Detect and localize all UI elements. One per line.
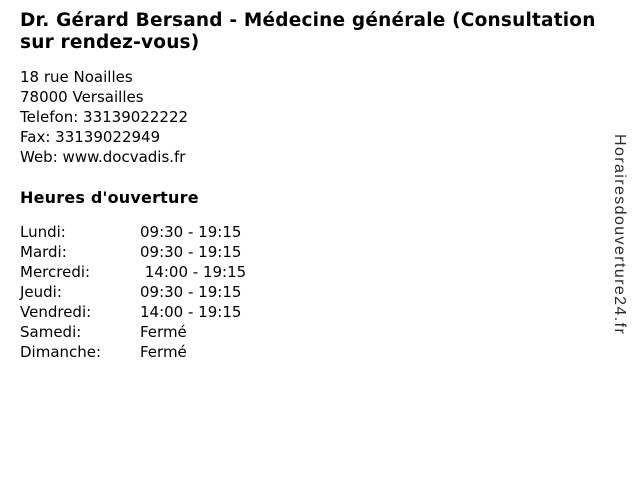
phone-label: Telefon: [20, 108, 79, 126]
day-label: Mercredi: [20, 263, 91, 281]
website-line [20, 147, 612, 167]
hours-row-monday [20, 222, 612, 242]
address-street: 18 rue Noailles [20, 68, 133, 86]
hours-row-wednesday [20, 262, 612, 282]
website-value: www.docvadis.fr [62, 148, 186, 166]
hours-row-sunday [20, 342, 612, 362]
phone-line [20, 107, 612, 127]
hours-value: Fermé [140, 323, 187, 341]
hours-row-thursday [20, 282, 612, 302]
phone-value: 33139022222 [83, 108, 189, 126]
hours-value: 09:30 - 19:15 [140, 223, 242, 241]
website-label: Web: [20, 148, 58, 166]
hours-value: 09:30 - 19:15 [140, 283, 242, 301]
hours-value: 09:30 - 19:15 [140, 243, 242, 261]
fax-label: Fax: [20, 128, 51, 146]
content-area [20, 10, 612, 362]
site-watermark-vertical-text: Horairesdouverture24.fr [611, 134, 628, 336]
address-city: 78000 Versailles [20, 88, 144, 106]
opening-hours-heading: Heures d'ouverture [20, 188, 199, 207]
hours-row-tuesday [20, 242, 612, 262]
hours-value: 14:00 - 19:15 [140, 303, 242, 321]
day-label: Lundi: [20, 223, 66, 241]
hours-row-friday [20, 302, 612, 322]
day-label: Dimanche: [20, 343, 102, 361]
hours-value: Fermé [140, 343, 187, 361]
day-label: Samedi: [20, 323, 82, 341]
day-label: Vendredi: [20, 303, 92, 321]
fax-line [20, 127, 612, 147]
opening-hours-table [20, 222, 612, 362]
day-label: Jeudi: [20, 283, 62, 301]
day-label: Mardi: [20, 243, 67, 261]
contact-block [20, 67, 612, 167]
hours-value: 14:00 - 19:15 [140, 263, 247, 281]
page-title: Dr. Gérard Bersand - Médecine générale (Consultation sur rendez-vous) [20, 10, 596, 53]
hours-row-saturday [20, 322, 612, 342]
fax-value: 33139022949 [55, 128, 161, 146]
